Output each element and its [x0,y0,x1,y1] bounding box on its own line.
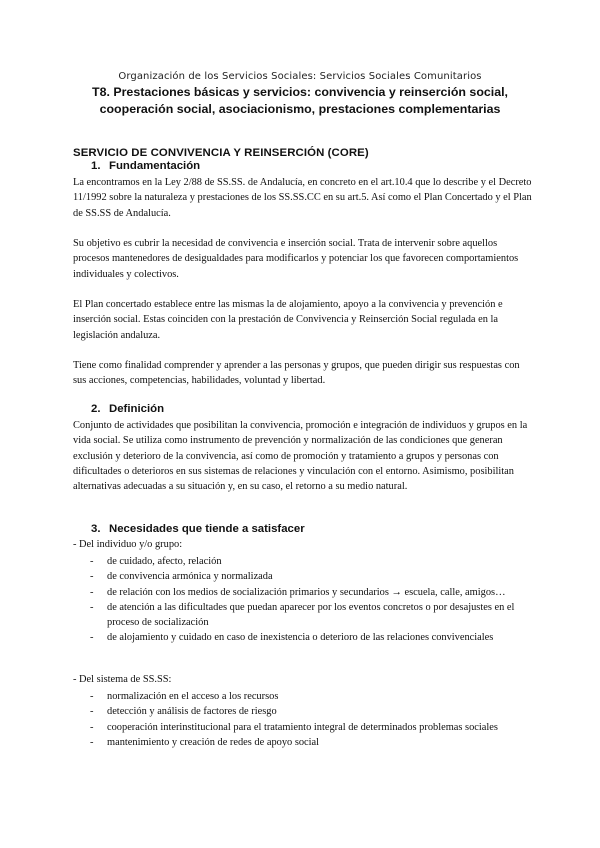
paragraph: Tiene como finalidad comprender y aprender a las personas y grupos, que pueden dirigir sus respuestas con sus acciones, competencias, habilidades, voluntad y libertad. [73,360,520,387]
section-title: SERVICIO DE CONVIVENCIA Y REINSERCIÓN (CORE) [73,147,369,159]
list-marker: - [90,691,94,702]
list-item: - de alojamiento y cuidado en caso de inexistencia o deterioro de las relaciones convivenciales [73,630,533,645]
course-header: Organización de los Servicios Sociales: Servicios Sociales Comunitarios [118,71,482,82]
list-marker: - [90,601,94,613]
list-individuo [73,554,533,646]
heading-text: Necesidades que tiende a satisfacer [109,523,305,535]
list-item: - cooperación interinstitucional para el tratamiento integral de determinados problemas sociales [73,720,533,735]
paragraph: Su objetivo es cubrir la necesidad de convivencia e inserción social. Trata de intervenir sobre aquellos procesos mantenedores de desigualdades para modificarlos y potenciar los que favorecen comportamientos individuales y colectivos. [73,238,519,280]
paragraph: El Plan concertado establece entre las mismas la de alojamiento, apoyo a la convivencia y prevención e inserción social. Estas coinciden con la prestación de Convivencia y Reinserción Social regulada en la legislación andaluza. [73,299,503,341]
list-marker: - [90,571,94,583]
list-marker: - [90,706,94,718]
heading-number: 3. [91,523,101,535]
list-marker: - [90,586,94,598]
paragraph: La encontramos en la Ley 2/88 de SS.SS. de Andalucía, en concreto en el art.10.4 que lo describe y el Decreto 11/1992 sobre la naturaleza y prestaciones de los SS.SS.CC en su art.5. Así como el Plan Concertado y el Plan de SS.SS de Andalucía. [73,177,532,219]
heading-text: Fundamentación [109,160,201,172]
list-item: - de relación con los medios de socialización primarios y secundarios → escuela, calle, amigos… [73,585,533,600]
list-sistema [73,689,533,750]
list-item: - normalización en el acceso a los recursos [73,689,533,704]
heading-fundamentacion [91,160,200,172]
list-marker: - [90,556,94,567]
list-label-sistema: - Del sistema de SS.SS: [73,674,172,685]
list-item: - de cuidado, afecto, relación [73,554,533,569]
list-marker: - [90,632,94,644]
list-item: - mantenimiento y creación de redes de apoyo social [73,735,533,750]
heading-number: 1. [91,160,101,172]
heading-number: 2. [91,403,101,415]
document-title: T8. Prestaciones básicas y servicios: convivencia y reinserción social, cooperación social, asociacionismo, prestaciones complementarias [92,85,508,116]
paragraph: Conjunto de actividades que posibilitan la convivencia, promoción e integración de individuos y grupos en la vida social. Se utiliza como instrumento de prevención y normalización de las condiciones que generan exclusión y deterioro de la convivencia, así como de promoción y tratamiento a grupos y personas con dificultades o deterioros en sus sistemas de relaciones y vinculación con el entorno. Asimismo, posibilitan alternativas adecuadas a su situación y, en su caso, el retorno a su medio natural. [73,420,528,493]
heading-necesidades [91,523,305,535]
list-marker: - [90,736,94,748]
list-item: - de convivencia armónica y normalizada [73,569,533,584]
list-item: - detección y análisis de factores de riesgo [73,704,533,719]
list-item: - de atención a las dificultades que puedan aparecer por los eventos concretos o por desajustes en el proceso de socialización [90,601,515,629]
list-label-individuo: - Del individuo y/o grupo: [73,539,183,550]
list-marker: - [90,721,94,733]
heading-definicion [91,403,164,415]
heading-text: Definición [109,403,165,415]
